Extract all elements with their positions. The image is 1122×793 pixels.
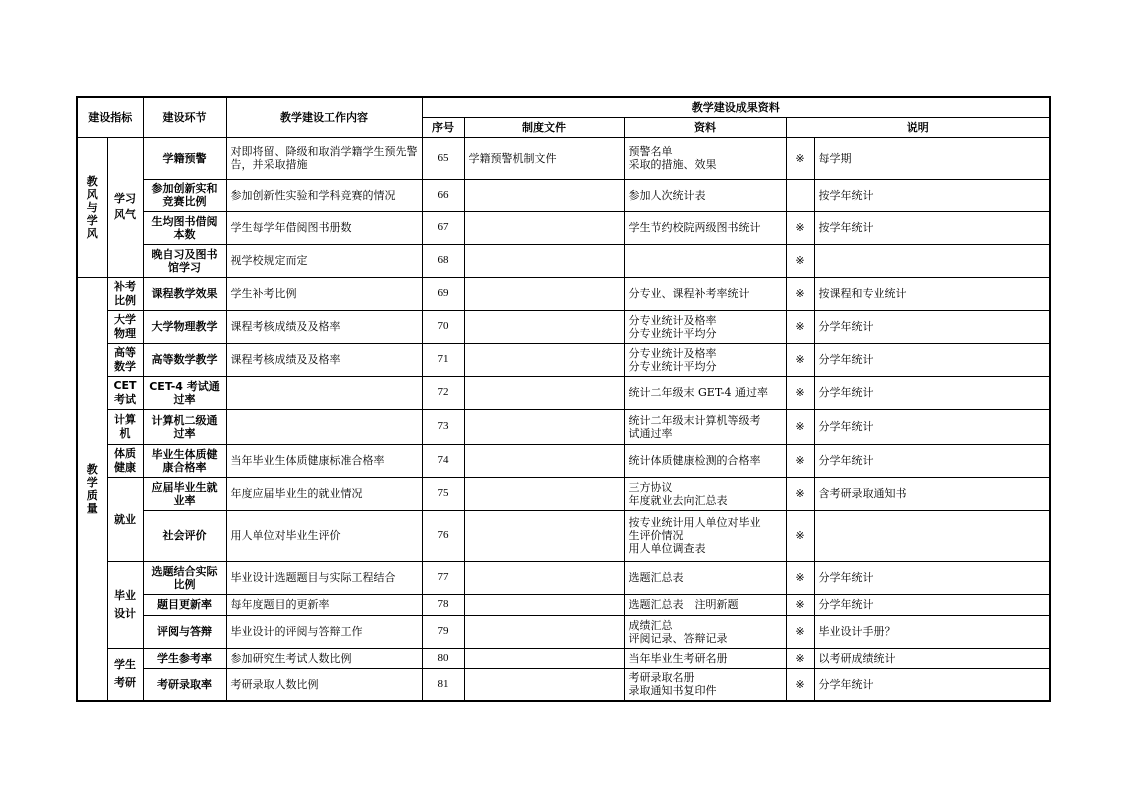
- material-cell: 参加人次统计表: [624, 179, 786, 211]
- step-cell: 课程教学效果: [143, 277, 226, 310]
- doc-cell: 学籍预警机制文件: [464, 137, 624, 179]
- note-cell: 按课程和专业统计: [814, 277, 1050, 310]
- seq-cell: 65: [422, 137, 464, 179]
- seq-cell: 70: [422, 310, 464, 343]
- mark-cell: ※: [786, 137, 814, 179]
- note-cell: 按学年统计: [814, 179, 1050, 211]
- note-cell: 按学年统计: [814, 211, 1050, 244]
- doc-cell: [464, 310, 624, 343]
- seq-cell: 69: [422, 277, 464, 310]
- seq-cell: 77: [422, 561, 464, 594]
- doc-cell: [464, 477, 624, 510]
- doc-cell: [464, 444, 624, 477]
- material-cell: 分专业统计及格率 分专业统计平均分: [624, 310, 786, 343]
- material-cell: 统计二年级末 GET-4 通过率: [624, 376, 786, 409]
- seq-cell: 66: [422, 179, 464, 211]
- note-cell: 分学年统计: [814, 310, 1050, 343]
- content-cell: 学生补考比例: [226, 277, 422, 310]
- content-cell: 用人单位对毕业生评价: [226, 510, 422, 561]
- doc-cell: [464, 277, 624, 310]
- note-cell: 每学期: [814, 137, 1050, 179]
- seq-cell: 67: [422, 211, 464, 244]
- mark-cell: ※: [786, 244, 814, 277]
- header-material: 资料: [624, 117, 786, 137]
- seq-cell: 73: [422, 409, 464, 444]
- note-cell: 分学年统计: [814, 376, 1050, 409]
- note-cell: 分学年统计: [814, 561, 1050, 594]
- material-cell: 统计体质健康检测的合格率: [624, 444, 786, 477]
- doc-cell: [464, 561, 624, 594]
- doc-cell: [464, 510, 624, 561]
- step-cell: 计算机二级通过率: [143, 409, 226, 444]
- note-cell: 以考研成绩统计: [814, 648, 1050, 668]
- step-cell: 学生参考率: [143, 648, 226, 668]
- step-cell: 评阅与答辩: [143, 615, 226, 648]
- content-cell: 参加创新性实验和学科竞赛的情况: [226, 179, 422, 211]
- doc-cell: [464, 376, 624, 409]
- seq-cell: 75: [422, 477, 464, 510]
- material-cell: 分专业统计及格率 分专业统计平均分: [624, 343, 786, 376]
- note-cell: 分学年统计: [814, 444, 1050, 477]
- sub-employment: 就业: [107, 477, 143, 561]
- mark-cell: ※: [786, 648, 814, 668]
- note-cell: 含考研录取通知书: [814, 477, 1050, 510]
- doc-cell: [464, 244, 624, 277]
- content-cell: 年度应届毕业生的就业情况: [226, 477, 422, 510]
- mark-cell: ※: [786, 510, 814, 561]
- step-cell: 高等数学教学: [143, 343, 226, 376]
- step-cell: 毕业生体质健康合格率: [143, 444, 226, 477]
- material-cell: 按专业统计用人单位对毕业 生评价情况 用人单位调查表: [624, 510, 786, 561]
- mark-cell: ※: [786, 277, 814, 310]
- step-cell: 生均图书借阅本数: [143, 211, 226, 244]
- material-cell: 预警名单 采取的措施、效果: [624, 137, 786, 179]
- mark-cell: ※: [786, 376, 814, 409]
- step-cell: 选题结合实际比例: [143, 561, 226, 594]
- doc-cell: [464, 668, 624, 701]
- mark-cell: ※: [786, 477, 814, 510]
- content-cell: 课程考核成绩及及格率: [226, 310, 422, 343]
- step-cell: 应届毕业生就业率: [143, 477, 226, 510]
- mark-cell: [786, 179, 814, 211]
- seq-cell: 72: [422, 376, 464, 409]
- material-cell: [624, 244, 786, 277]
- doc-cell: [464, 343, 624, 376]
- material-cell: 三方协议 年度就业去向汇总表: [624, 477, 786, 510]
- content-cell: [226, 376, 422, 409]
- step-cell: 题目更新率: [143, 594, 226, 615]
- material-cell: 选题汇总表: [624, 561, 786, 594]
- content-cell: [226, 409, 422, 444]
- doc-cell: [464, 648, 624, 668]
- mark-cell: ※: [786, 211, 814, 244]
- header-step: 建设环节: [143, 97, 226, 137]
- note-cell: [814, 510, 1050, 561]
- doc-cell: [464, 615, 624, 648]
- mark-cell: ※: [786, 343, 814, 376]
- mark-cell: ※: [786, 409, 814, 444]
- material-cell: 成绩汇总 评阅记录、答辩记录: [624, 615, 786, 648]
- group-teaching-style: 教风与学风: [77, 137, 107, 277]
- note-cell: 分学年统计: [814, 409, 1050, 444]
- mark-cell: ※: [786, 615, 814, 648]
- mark-cell: ※: [786, 310, 814, 343]
- step-cell: 大学物理教学: [143, 310, 226, 343]
- step-cell: 参加创新实和竞赛比例: [143, 179, 226, 211]
- note-cell: [814, 244, 1050, 277]
- sub-postgrad: 学生考研: [107, 648, 143, 701]
- sub-computer: 计算机: [107, 409, 143, 444]
- content-cell: 视学校规定而定: [226, 244, 422, 277]
- step-cell: CET-4 考试通过率: [143, 376, 226, 409]
- step-cell: 考研录取率: [143, 668, 226, 701]
- sub-health: 体质健康: [107, 444, 143, 477]
- header-indicator: 建设指标: [77, 97, 143, 137]
- header-seq: 序号: [422, 117, 464, 137]
- content-cell: 课程考核成绩及及格率: [226, 343, 422, 376]
- step-cell: 晚自习及图书馆学习: [143, 244, 226, 277]
- doc-cell: [464, 179, 624, 211]
- mark-cell: ※: [786, 594, 814, 615]
- header-content: 教学建设工作内容: [226, 97, 422, 137]
- doc-cell: [464, 594, 624, 615]
- content-cell: 毕业设计的评阅与答辩工作: [226, 615, 422, 648]
- note-cell: 分学年统计: [814, 668, 1050, 701]
- content-cell: 对即将留、降级和取消学籍学生预先警告，并采取措施: [226, 137, 422, 179]
- content-cell: 当年毕业生体质健康标准合格率: [226, 444, 422, 477]
- doc-cell: [464, 211, 624, 244]
- material-cell: 当年毕业生考研名册: [624, 648, 786, 668]
- material-cell: 考研录取名册 录取通知书复印件: [624, 668, 786, 701]
- sub-graduation-design: 毕业设计: [107, 561, 143, 648]
- seq-cell: 78: [422, 594, 464, 615]
- header-results: 教学建设成果资料: [422, 97, 1050, 117]
- content-cell: 学生每学年借阅图书册数: [226, 211, 422, 244]
- content-cell: 每年度题目的更新率: [226, 594, 422, 615]
- content-cell: 毕业设计选题题目与实际工程结合: [226, 561, 422, 594]
- material-cell: 选题汇总表 注明新题: [624, 594, 786, 615]
- note-cell: 分学年统计: [814, 343, 1050, 376]
- content-cell: 参加研究生考试人数比例: [226, 648, 422, 668]
- sub-makeup-ratio: 补考比例: [107, 277, 143, 310]
- seq-cell: 81: [422, 668, 464, 701]
- seq-cell: 80: [422, 648, 464, 668]
- group-teaching-quality: 教学质量: [77, 277, 107, 701]
- mark-cell: ※: [786, 444, 814, 477]
- seq-cell: 76: [422, 510, 464, 561]
- seq-cell: 71: [422, 343, 464, 376]
- note-cell: 分学年统计: [814, 594, 1050, 615]
- sub-physics: 大学物理: [107, 310, 143, 343]
- header-doc: 制度文件: [464, 117, 624, 137]
- sub-study-atmosphere: 学习风气: [107, 137, 143, 277]
- mark-cell: ※: [786, 668, 814, 701]
- content-cell: 考研录取人数比例: [226, 668, 422, 701]
- material-cell: 统计二年级末计算机等级考 试通过率: [624, 409, 786, 444]
- note-cell: 毕业设计手册？: [814, 615, 1050, 648]
- doc-cell: [464, 409, 624, 444]
- header-note: 说明: [786, 117, 1050, 137]
- teaching-construction-table: [76, 96, 1051, 702]
- step-cell: 社会评价: [143, 510, 226, 561]
- mark-cell: ※: [786, 561, 814, 594]
- material-cell: 分专业、课程补考率统计: [624, 277, 786, 310]
- sub-cet: CET考试: [107, 376, 143, 409]
- seq-cell: 79: [422, 615, 464, 648]
- sub-math: 高等数学: [107, 343, 143, 376]
- step-cell: 学籍预警: [143, 137, 226, 179]
- seq-cell: 68: [422, 244, 464, 277]
- material-cell: 学生节约校院两级图书统计: [624, 211, 786, 244]
- seq-cell: 74: [422, 444, 464, 477]
